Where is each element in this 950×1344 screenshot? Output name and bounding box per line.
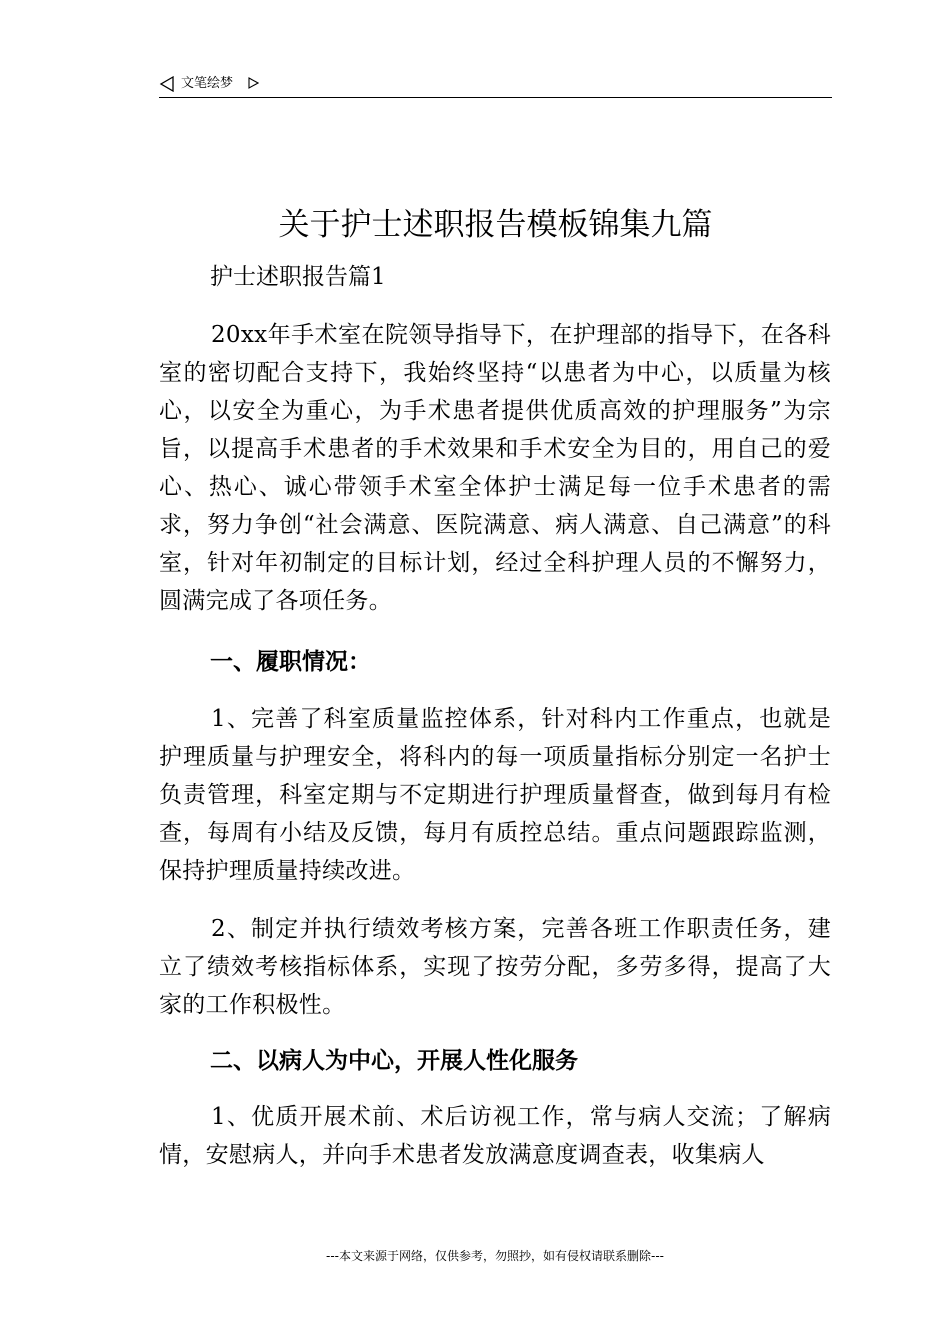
heading-patient-centered: 二、以病人为中心，开展人性化服务 [210,1048,578,1074]
footer-notice: ---本文来源于网络，仅供参考，勿照抄，如有侵权请联系删除--- [326,1249,664,1263]
paragraph-quality: 1、完善了科室质量监控体系，针对科内工作重点，也就是护理质量与护理安全，将科内的每一项质量指标分别定一名护士负责管理，科室定期与不定期进行护理质量督查，做到每月有检查，每周有小结及反馈，每月有质控总结。重点问题跟踪监测，保持护理质量持续改进。 [159,706,831,884]
document-title: 关于护士述职报告模板锦集九篇 [278,207,713,243]
section-subtitle: 护士述职报告篇1 [210,264,386,290]
paragraph-intro: 20xx年手术室在院领导指导下，在护理部的指导下，在各科室的密切配合支持下，我始终坚持“以患者为中心，以质量为核心，以安全为重心，为手术患者提供优质高效的护理服务”为宗旨，以提高手术患者的手术效果和手术安全为目的，用自己的爱心、热心、诚心带领手术室全体护士满足每一位手术患者的需求，努力争创“社会满意、医院满意、病人满意、自己满意”的科室，针对年初制定的目标计划，经过全科护理人员的不懈努力，圆满完成了各项任务。 [159,322,831,614]
paragraph-performance: 2、制定并执行绩效考核方案，完善各班工作职责任务，建立了绩效考核指标体系，实现了按劳分配，多劳多得，提高了大家的工作积极性。 [159,916,831,1018]
paragraph-visits: 1、优质开展术前、术后访视工作，常与病人交流；了解病情，安慰病人，并向手术患者发放满意度调查表，收集病人 [159,1104,831,1168]
triangle-right-outline-icon [247,77,259,89]
triangle-left-outline-icon [159,76,175,92]
header-rule [159,97,832,98]
page-header [159,74,831,98]
heading-duties: 一、履职情况： [210,649,371,675]
header-brand: 文笔绘梦 [181,76,234,91]
